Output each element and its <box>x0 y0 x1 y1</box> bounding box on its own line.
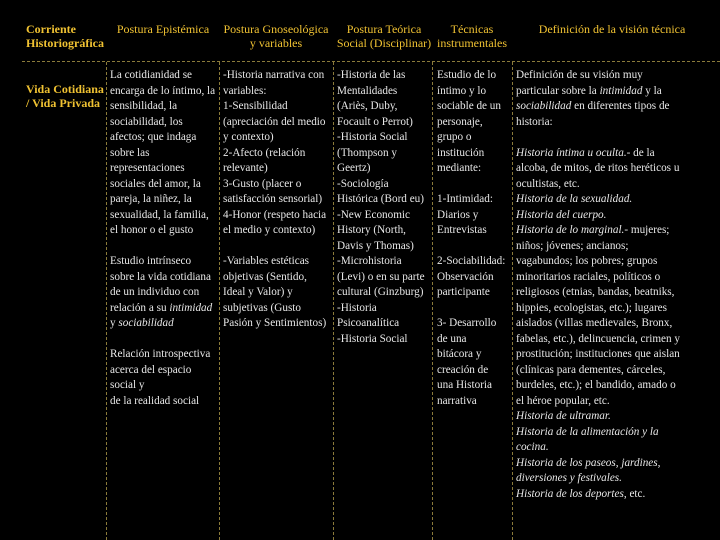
column-divider <box>512 62 514 540</box>
definicion-item: Historia de los paseos, jardines, diversiones y festivales. <box>516 456 661 484</box>
col-definicion <box>516 68 686 502</box>
epistemica-p3: Relación introspectiva acerca del espacio social y de la realidad social <box>110 348 211 407</box>
column-divider <box>333 62 335 540</box>
definicion-item: Historia del cuerpo. <box>516 208 607 221</box>
teorica-p1: -Historia de las Mentalidades (Ariès, Duby, Focault o Perrot) -Historia Social (Thompson y Geertz) -Sociología Histórica (Bord eu) -New Economic History (North, Davis y Thomas) -Microhistoria (Levi) o en su parte cultural (Ginzburg) -Historia Psicoanalítica -Historia Social <box>337 69 425 345</box>
col-postura-epistemica <box>110 68 216 409</box>
gnoseologica-p2: -Variables estéticas objetivas (Sentido, Ideal y Valor) y subjetivas (Gusto Pasión y Sentimientos) <box>223 255 327 329</box>
header-postura-teorica: Postura Teórica Social (Disciplinar) <box>336 22 432 50</box>
row-label: Vida Cotidiana / Vida Privada <box>26 82 104 110</box>
definicion-item: Historia de los deportes, etc. <box>516 487 646 500</box>
tecnicas-p2: 1-Intimidad: Diarios y Entrevistas <box>437 193 493 236</box>
definicion-item: Historia de lo marginal.- mujeres; niños; jóvenes; ancianos; vagabundos; los pobres; grupos minoritarios raciales, políticos o religiosos (etnias, bandas, beatniks, hippies, ecologistas, etc.); lugares aislados (villas medievales, Bronx, fabelas, etc.), delincuencia, crimen y prostitución; instituciones que aislan (clínicas para dementes, cárceles, burdeles, etc.); el bandido, amado o el héroe popular, etc. <box>516 224 680 407</box>
epistemica-p2: Estudio intrínseco sobre la vida cotidiana de un individuo con relación a su intimidad y sociabilidad <box>110 255 213 329</box>
header-postura-gnoseologica: Postura Gnoseológica y variables <box>223 22 329 50</box>
header-tecnicas: Técnicas instrumentales <box>437 22 507 50</box>
column-divider <box>219 62 221 540</box>
definicion-intro: Definición de su visión muy particular sobre la intimidad y la sociabilidad en diferentes tipos de historia: <box>516 69 670 128</box>
definicion-item: Historia íntima u oculta.- de la alcoba, de mitos, de ritos heréticos u ocultistas, etc. <box>516 146 680 190</box>
column-divider <box>432 62 434 540</box>
tecnicas-p4: 3- Desarrollo de una bitácora y creación de una Historia narrativa <box>437 317 497 407</box>
col-postura-gnoseologica <box>223 68 331 332</box>
gnoseologica-p1: -Historia narrativa con variables: 1-Sensibilidad (apreciación del medio y contexto) 2-Afecto (relación relevante) 3-Gusto (placer o satisfacción sensorial) 4-Honor (respeto hacia el medio y contexto) <box>223 69 327 236</box>
definicion-item: Historia de la sexualidad. <box>516 193 633 205</box>
header-definicion: Definición de la visión técnica <box>538 22 686 36</box>
header-postura-epistemica: Postura Epistémica <box>116 22 210 36</box>
tecnicas-p1: Estudio de lo íntimo y lo sociable de un personaje, grupo o institución mediante: <box>437 69 501 174</box>
definicion-item: Historia de la alimentación y la cocina. <box>516 425 659 453</box>
tecnicas-p3: 2-Sociabilidad: Observación participante <box>437 255 506 298</box>
column-divider <box>106 62 108 540</box>
epistemica-p1: La cotidianidad se encarga de lo íntimo, la sensibilidad, la sociabilidad, los afectos; que indaga sobre las representaciones sociales del amor, la pareja, la niñez, la sexualidad, la familia, el honor o el gusto <box>110 69 216 236</box>
definicion-item: Historia de ultramar. <box>516 410 611 422</box>
header-divider <box>22 61 720 63</box>
header-corriente: Corriente Historiográfica <box>26 22 104 50</box>
col-postura-teorica <box>337 68 431 347</box>
col-tecnicas <box>437 68 511 409</box>
